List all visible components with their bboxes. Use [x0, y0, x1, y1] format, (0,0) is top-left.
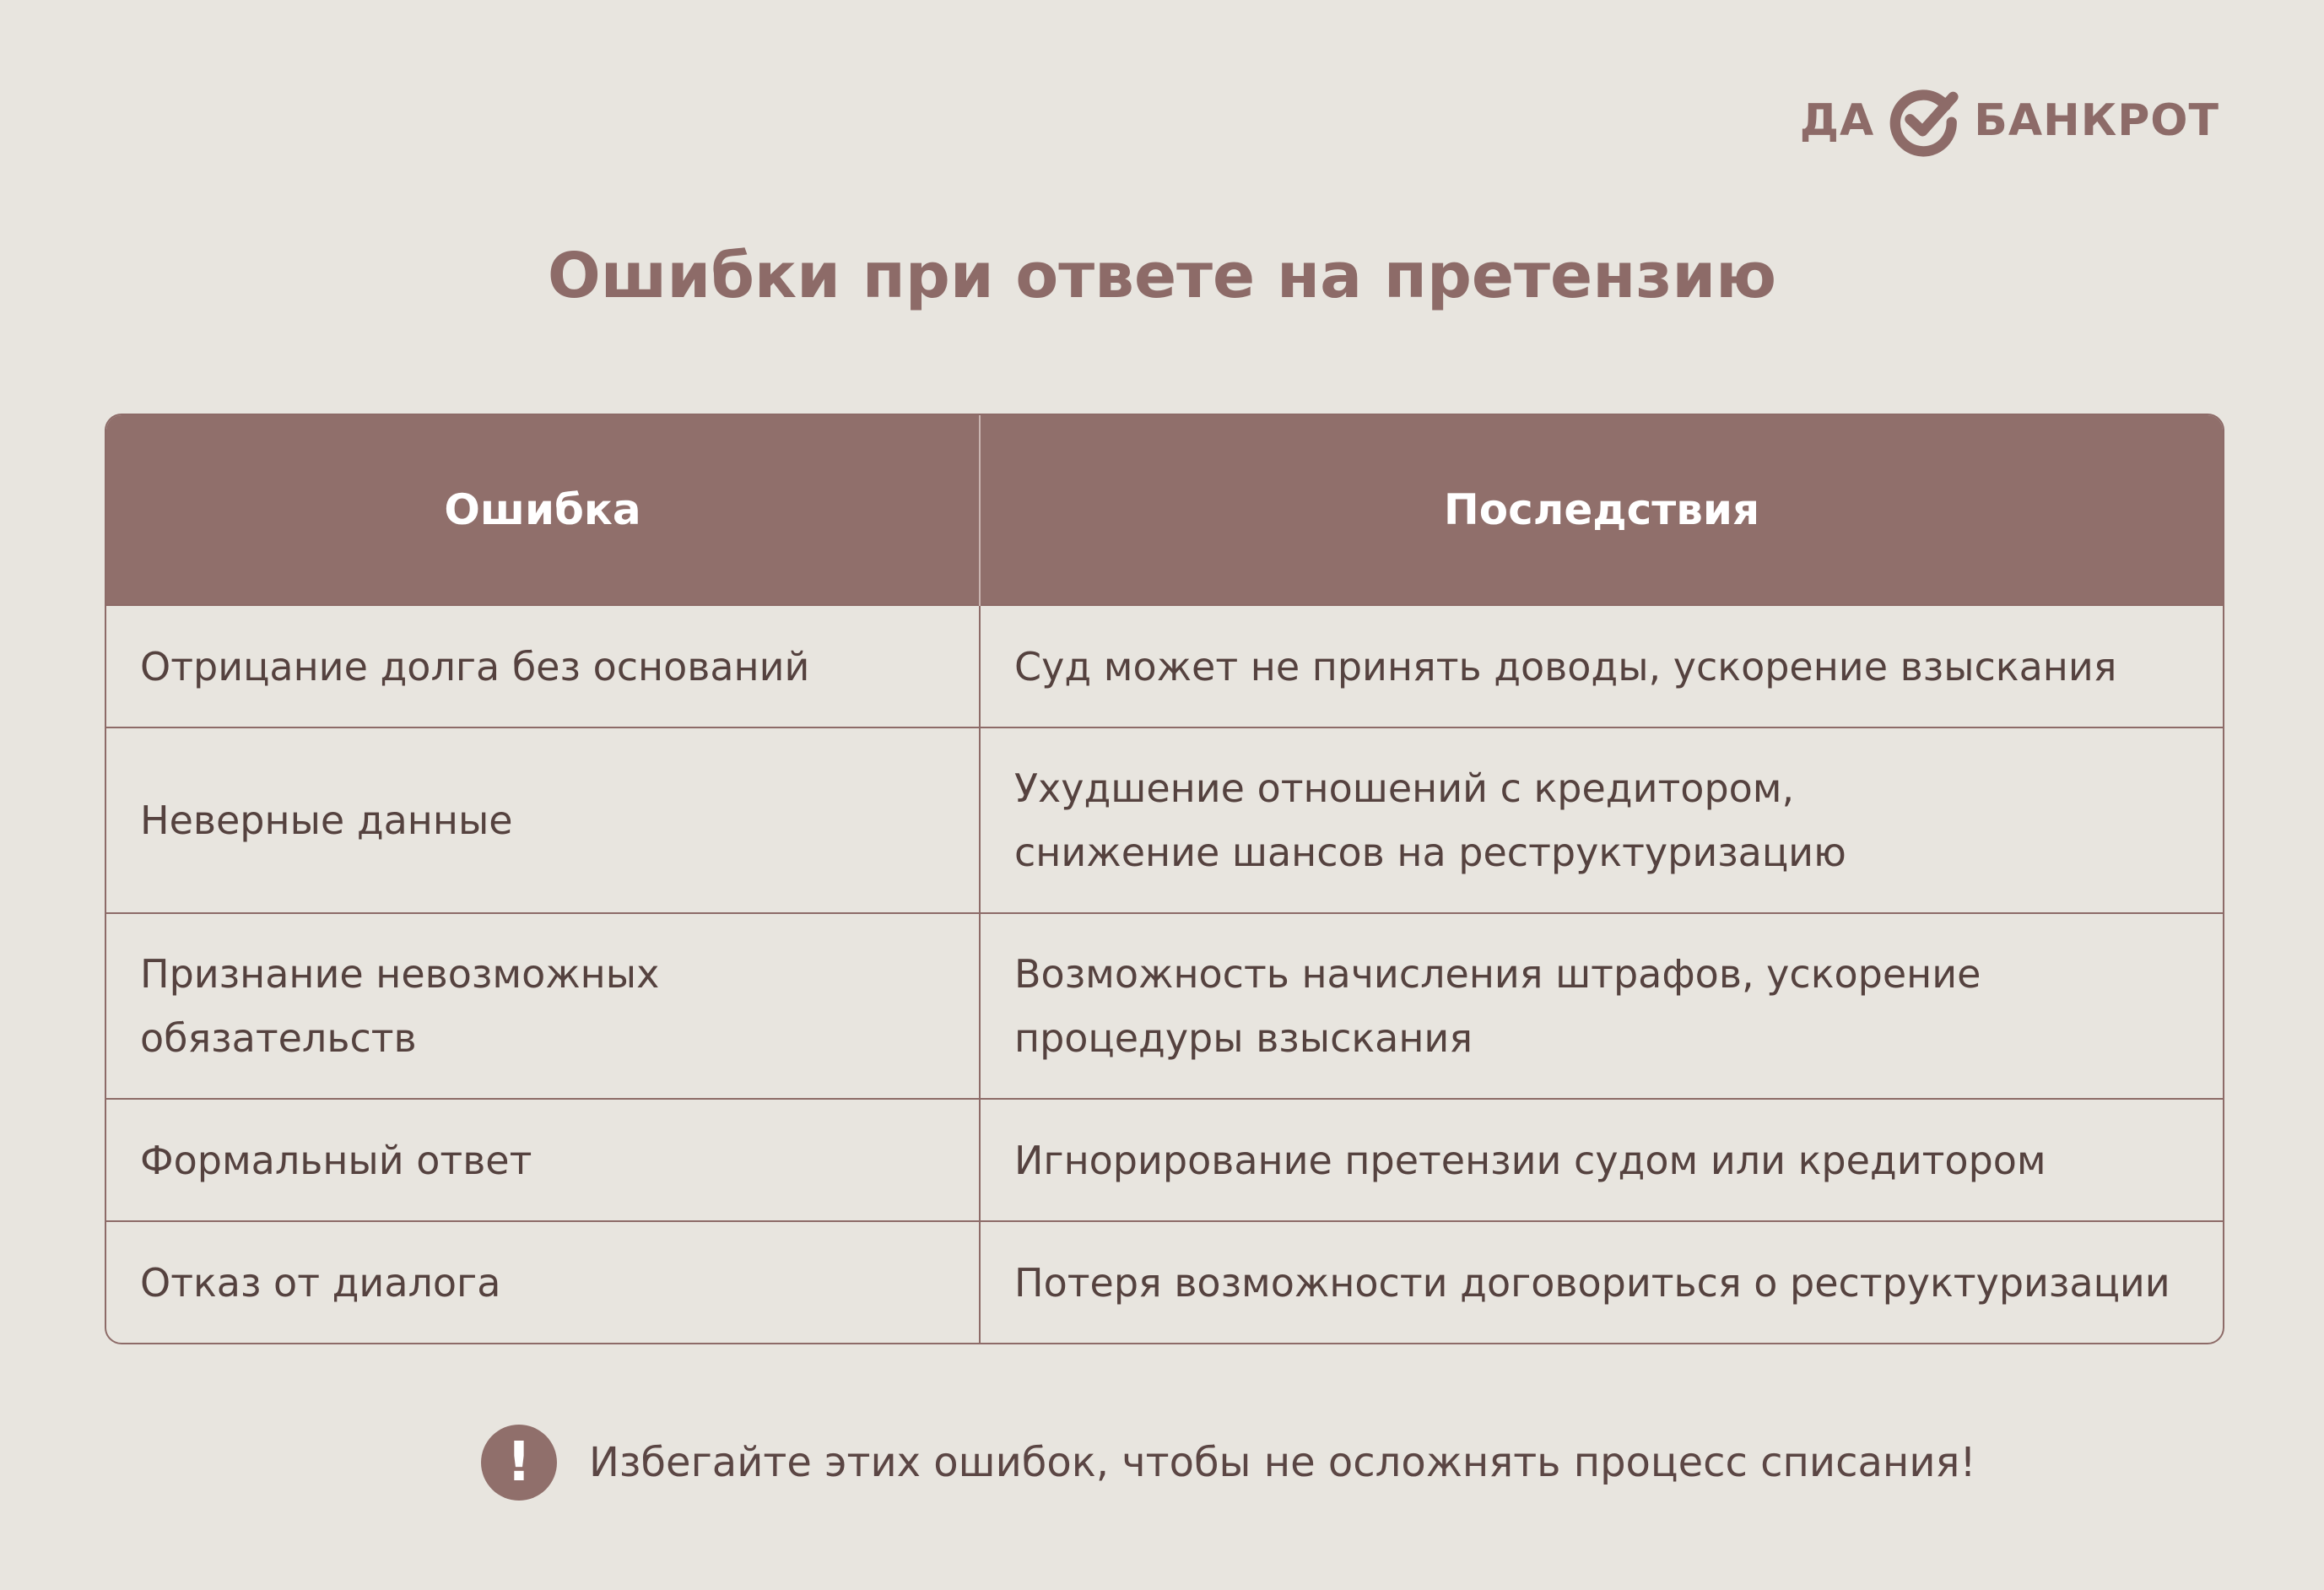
- column-header-consequences: Последствия: [980, 415, 2223, 605]
- mistake-cell: Формальный ответ: [106, 1099, 980, 1221]
- brand-logo: [1800, 83, 2219, 159]
- page-title: Ошибки при ответе на претензию: [547, 240, 1777, 312]
- consequence-cell: Игнорирование претензии судом или кредитором: [980, 1099, 2223, 1221]
- mistake-cell: Отрицание долга без оснований: [106, 605, 980, 727]
- mistake-cell: Признание невозможных обязательств: [106, 913, 980, 1099]
- logo-text-right: БАНКРОТ: [1974, 95, 2219, 146]
- column-header-mistake: Ошибка: [106, 415, 980, 605]
- consequence-cell: [980, 727, 2223, 913]
- table-row: [106, 1221, 2223, 1343]
- mistake-cell: Неверные данные: [106, 727, 980, 913]
- consequence-cell: Суд может не принять доводы, ускорение взыскания: [980, 605, 2223, 727]
- table-row: [106, 1099, 2223, 1221]
- mistakes-table: [105, 414, 2224, 1344]
- table-row: [106, 727, 2223, 913]
- warning-note: [481, 1425, 1976, 1501]
- table-row: [106, 913, 2223, 1099]
- mistake-cell: Отказ от диалога: [106, 1221, 980, 1343]
- table-row: [106, 605, 2223, 727]
- exclamation-icon: !: [481, 1425, 557, 1501]
- warning-text: Избегайте этих ошибок, чтобы не осложнять процесс списания!: [589, 1439, 1976, 1486]
- consequence-text: Ухудшение отношений с кредитором, снижение шансов на реструктуризацию: [1014, 765, 1846, 875]
- logo-text-left: ДА: [1799, 95, 1875, 146]
- consequence-cell: Потеря возможности договориться о реструктуризации: [980, 1221, 2223, 1343]
- check-circle-icon: [1888, 84, 1962, 158]
- consequence-cell: Возможность начисления штрафов, ускорение процедуры взыскания: [980, 913, 2223, 1099]
- table-header-row: [106, 415, 2223, 605]
